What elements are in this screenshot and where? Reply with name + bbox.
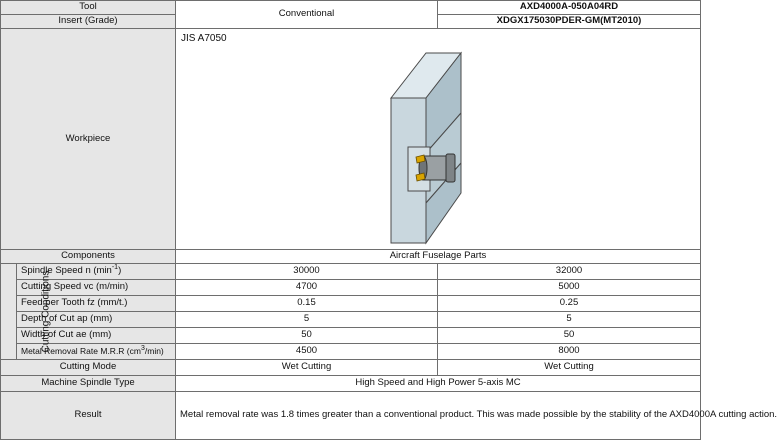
result-label: Result — [1, 392, 176, 440]
cc-row — [1, 312, 701, 328]
cc-product-value: 5 — [438, 312, 701, 328]
cc-label: Depth of Cut ap (mm) — [17, 312, 176, 328]
machine-row — [1, 376, 701, 392]
tool-code: AXD4000A-050A04RD — [438, 1, 701, 15]
cc-label: Spindle Speed n $(\min^{-1})$ — [17, 264, 176, 280]
cc-conventional-value: 30000 — [176, 264, 438, 280]
cc-row — [1, 264, 701, 280]
cc-row — [1, 328, 701, 344]
cc-row — [1, 344, 701, 360]
tool-row — [1, 1, 701, 15]
components-label: Components — [1, 250, 176, 264]
workpiece-row — [1, 29, 701, 250]
cc-conventional-value: 4500 — [176, 344, 438, 360]
cutter-shank — [446, 154, 455, 182]
machine-value: High Speed and High Power 5-axis MC — [176, 376, 701, 392]
cutting-mode-label: Cutting Mode — [1, 360, 176, 376]
cc-label: Feed per Tooth fz (mm/t.) — [17, 296, 176, 312]
cc-product-value: 5000 — [438, 280, 701, 296]
workpiece-material: JIS A7050 — [181, 33, 227, 44]
cc-label: Metal Removal Rate M.R.R $(cm^3/\min)$ — [17, 344, 176, 360]
cc-product-value: 50 — [438, 328, 701, 344]
cc-conventional-value: 50 — [176, 328, 438, 344]
components-value: Aircraft Fuselage Parts — [176, 250, 701, 264]
cc-row — [1, 296, 701, 312]
cc-product-value: 32000 — [438, 264, 701, 280]
cutting-conditions-group — [1, 264, 52, 360]
cc-conventional-value: 0.15 — [176, 296, 438, 312]
result-row — [1, 392, 701, 440]
result-text: Metal removal rate was 1.8 times greater than a conventional product. This was made possible by the stability of the AXD4000A cutting action. — [176, 392, 701, 440]
components-row — [1, 250, 701, 264]
cutting-conditions-label: Cutting Conditions — [40, 270, 52, 353]
cc-conventional-value: 5 — [176, 312, 438, 328]
tool-label: Tool — [1, 1, 176, 15]
cc-label: Cutting Speed vc (m/min) — [17, 280, 176, 296]
cc-product-value: 0.25 — [438, 296, 701, 312]
cc-label: Width of Cut ae (mm) — [17, 328, 176, 344]
cutting-mode-product: Wet Cutting — [438, 360, 701, 376]
insert-code: XDGX175030PDER-GM(MT2010) — [438, 15, 701, 29]
conventional-header: Conventional — [176, 1, 438, 29]
insert-label: Insert (Grade) — [1, 15, 176, 29]
workpiece-illustration — [376, 43, 496, 243]
machine-label: Machine Spindle Type — [1, 376, 176, 392]
cutting-mode-row — [1, 360, 701, 376]
cc-row — [1, 280, 701, 296]
cc-conventional-value: 4700 — [176, 280, 438, 296]
workpiece-label: Workpiece — [1, 29, 176, 250]
cc-product-value: 8000 — [438, 344, 701, 360]
workpiece-cell — [176, 29, 701, 250]
cutting-mode-conventional: Wet Cutting — [176, 360, 438, 376]
